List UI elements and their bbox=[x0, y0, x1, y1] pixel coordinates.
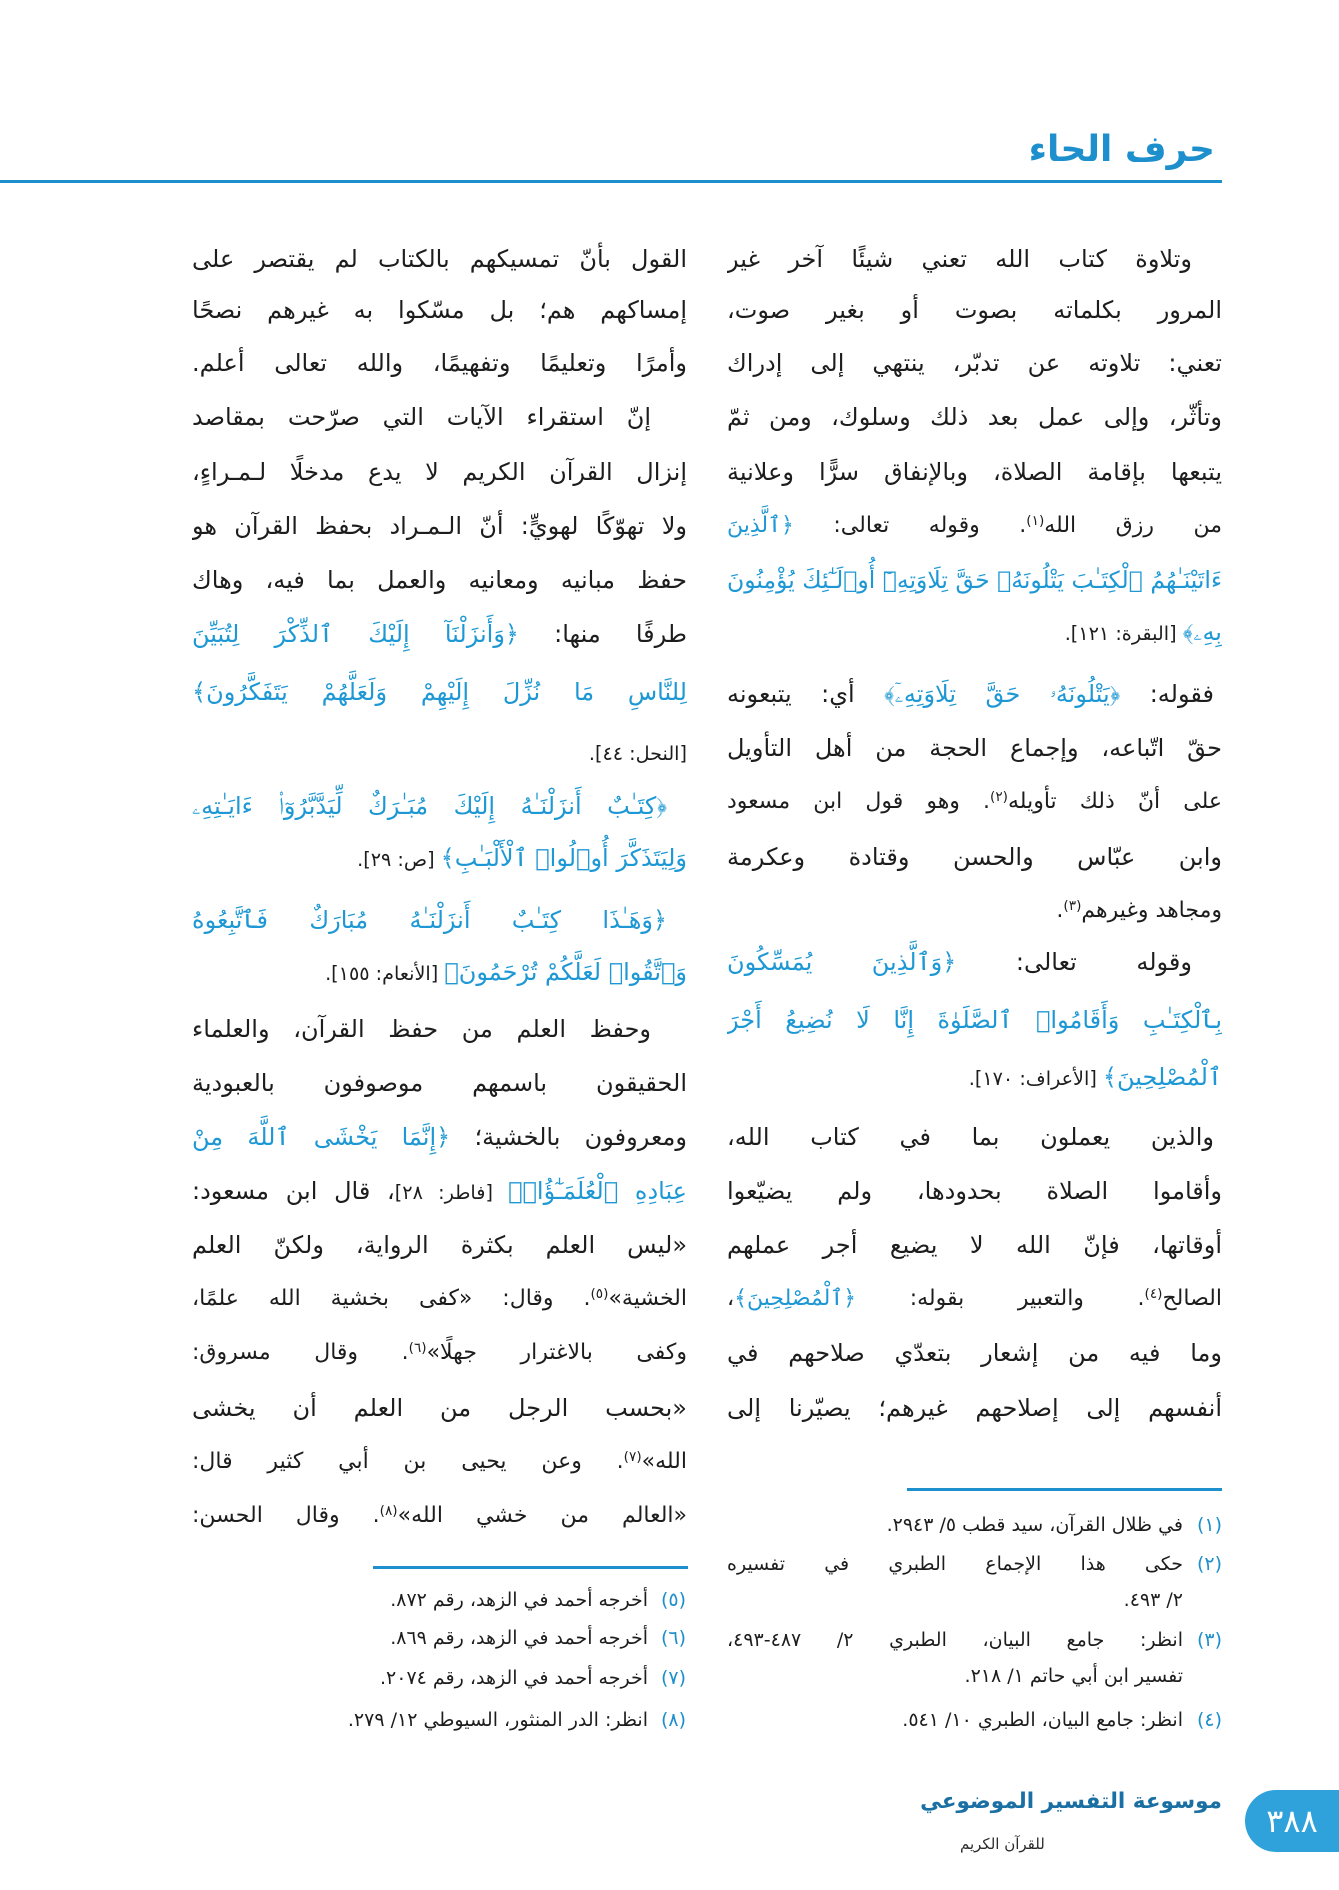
footnote-number: (٣) bbox=[1196, 1629, 1222, 1651]
logo-subtitle: للقرآن الكريم bbox=[960, 1835, 1045, 1853]
body-text: إنزال القرآن الكريم لا يدع مدخلًا لـمـراءٍ، bbox=[192, 458, 687, 486]
header-rule bbox=[0, 180, 1222, 183]
body-text: يتبعها بإقامة الصلاة، وبالإنفاق سرًّا وعلانية bbox=[727, 458, 1222, 486]
left-column-line bbox=[192, 1220, 687, 1270]
left-column-line bbox=[192, 1112, 687, 1162]
right-column-line bbox=[727, 1274, 1222, 1324]
left-column-line bbox=[192, 1058, 687, 1108]
left-column-line bbox=[192, 727, 687, 777]
footnote-ref: (٥) bbox=[590, 1285, 609, 1302]
body-text: حفظ مبانيه ومعانيه والعمل بما فيه، وهاك bbox=[192, 566, 687, 594]
body-text: . وقوله تعالى: bbox=[793, 513, 1027, 538]
right-column-line bbox=[727, 1052, 1222, 1102]
left-column-line bbox=[192, 833, 687, 883]
body-text: . وهو قول ابن مسعود bbox=[727, 789, 991, 814]
body-text: إنّ استقراء الآيات التي صرّحت بمقاصد bbox=[192, 403, 651, 431]
verse-citation: [فاطر: ٢٨] bbox=[394, 1181, 509, 1204]
section-title: حرف الحاء bbox=[1028, 129, 1215, 170]
body-text: وقوله تعالى: bbox=[956, 948, 1192, 976]
verse-citation: [النحل: ٤٤]. bbox=[588, 742, 687, 765]
page-number: ٣٨٨ bbox=[1245, 1790, 1339, 1852]
left-column-line bbox=[192, 1004, 687, 1054]
left-column-line bbox=[192, 1491, 687, 1541]
body-text: الله» bbox=[641, 1449, 687, 1474]
body-text: ومجاهد وغيرهم bbox=[1081, 898, 1222, 923]
encyclopedia-logo bbox=[920, 1774, 1222, 1872]
body-text: أنفسهم إلى إصلاحهم غيرهم؛ يصيّرنا إلى bbox=[727, 1394, 1222, 1422]
left-column-line bbox=[192, 555, 687, 605]
body-text: المرور بكلماته بصوت أو بغير صوت، bbox=[727, 296, 1222, 324]
left-column-line bbox=[192, 1166, 687, 1216]
body-text: . وعن يحيى بن أبي كثير قال: bbox=[192, 1449, 624, 1474]
footnote-ref: (٤) bbox=[1144, 1285, 1163, 1302]
left-column-line bbox=[192, 447, 687, 497]
right-column-line bbox=[727, 1112, 1222, 1162]
footnote-text: أخرجه أحمد في الزهد، رقم ٨٧٢. bbox=[390, 1589, 648, 1611]
body-text: . وقال: «كفى بخشية الله علمًا، bbox=[192, 1286, 591, 1311]
body-text: وأمرًا وتعليمًا وتفهيمًا، والله تعالى أعلم. bbox=[192, 349, 687, 377]
quran-verse: ﴿يَتْلُونَهُۥ حَقَّ تِلَاوَتِهِۦٓ﴾ bbox=[884, 680, 1121, 708]
right-column-line bbox=[727, 1220, 1222, 1270]
body-text: وتلاوة كتاب الله تعني شيئًا آخر غير bbox=[727, 245, 1192, 273]
right-column-line bbox=[727, 886, 1222, 936]
footnote-number: (٤) bbox=[1196, 1709, 1222, 1731]
body-text: الصالح bbox=[1162, 1286, 1222, 1311]
quran-verse: ﴿كِتَـٰبٌ أَنزَلْنَـٰهُ إِلَيْكَ مُبَـٰرَكٌ لِّيَدَّبَّرُوٓا۟ ءَايَـٰتِهِۦ bbox=[192, 792, 667, 820]
left-column-line bbox=[192, 667, 687, 717]
left-column-line bbox=[192, 947, 687, 997]
left-column-line bbox=[192, 1274, 687, 1324]
right-footnote-separator bbox=[907, 1488, 1222, 1491]
left-column-line bbox=[192, 392, 687, 442]
footnote-ref: (٢) bbox=[990, 788, 1008, 805]
right-column-line bbox=[727, 777, 1222, 827]
footnote-number: (٦) bbox=[660, 1627, 686, 1649]
quran-verse: ﴿ٱلْمُصْلِحِينَ﴾ bbox=[734, 1286, 857, 1311]
body-text: «ليس العلم بكثرة الرواية، ولكنّ العلم bbox=[192, 1231, 687, 1259]
right-column-line bbox=[727, 338, 1222, 388]
footnote-ref: (٧) bbox=[623, 1448, 642, 1465]
quran-verse: وَٱتَّقُوا۟ لَعَلَّكُمْ تُرْحَمُونَ﴾ bbox=[444, 958, 687, 986]
body-text: «العالم من خشي الله» bbox=[397, 1503, 687, 1528]
right-column-line bbox=[727, 723, 1222, 773]
footnote-ref: (١) bbox=[1026, 512, 1045, 529]
left-column-line bbox=[192, 1383, 687, 1433]
body-text: الحقيقون باسمهم موصوفون بالعبودية bbox=[192, 1069, 687, 1097]
left-column-line bbox=[192, 609, 687, 659]
footnote-number: (٢) bbox=[1196, 1553, 1222, 1575]
right-column-line bbox=[727, 937, 1222, 987]
left-column-line bbox=[192, 234, 687, 284]
right-column-line bbox=[727, 234, 1222, 284]
left-column-line bbox=[192, 1437, 687, 1487]
body-text: على أنّ ذلك تأويله bbox=[1008, 789, 1222, 814]
left-column-line bbox=[192, 781, 687, 831]
body-text: فقوله: bbox=[1120, 680, 1215, 708]
left-column-line bbox=[192, 501, 687, 551]
body-text: . وقال مسروق: bbox=[192, 1340, 409, 1365]
footnote-number: (٧) bbox=[660, 1667, 686, 1689]
body-text: . وقال الحسن: bbox=[192, 1503, 380, 1528]
right-column-line bbox=[727, 447, 1222, 497]
footnote-text: أخرجه أحمد في الزهد، رقم ٨٦٩. bbox=[390, 1627, 648, 1649]
right-column-line bbox=[727, 832, 1222, 882]
right-column-line bbox=[727, 995, 1222, 1045]
footnote-text: حكى هذا الإجماع الطبري في تفسيره bbox=[727, 1553, 1183, 1575]
body-text: ، قال ابن مسعود: bbox=[192, 1177, 395, 1205]
footnote-number: (١) bbox=[1196, 1514, 1222, 1536]
body-text: وكفى بالاغترار جهلًا» bbox=[426, 1340, 687, 1365]
footnote-ref: (٣) bbox=[1063, 897, 1082, 914]
footnote-text: انظر: الدر المنثور، السيوطي ١٢/ ٢٧٩. bbox=[347, 1709, 648, 1731]
right-column-line bbox=[727, 501, 1222, 551]
body-text: . والتعبير بقوله: bbox=[856, 1286, 1145, 1311]
body-text: ولا تهوّكًا لهويٍّ: أنّ الـمـراد بحفظ القرآن هو bbox=[192, 512, 687, 540]
footnote-text: ٢/ ٤٩٣. bbox=[1123, 1589, 1183, 1611]
footnote-text: أخرجه أحمد في الزهد، رقم ٢٠٧٤. bbox=[380, 1667, 648, 1689]
quran-verse: بِهِۦ﴾ bbox=[1182, 618, 1222, 646]
logo-title: موسوعة التفسير الموضوعي bbox=[920, 1789, 1222, 1814]
footnote-ref: (٦) bbox=[408, 1339, 427, 1356]
body-text: حقّ اتّباعه، وإجماع الحجة من أهل التأويل bbox=[727, 734, 1222, 762]
body-text: وحفظ العلم من حفظ القرآن، والعلماء bbox=[192, 1015, 651, 1043]
quran-verse: ءَاتَيْنَـٰهُمُ ٱلْكِتَـٰبَ يَتْلُونَهُۥ حَقَّ تِلَاوَتِهِۦٓ أُو۟لَـٰٓئِكَ يُؤْمِنُونَ bbox=[727, 566, 1222, 594]
verse-citation: [الأعراف: ١٧٠]. bbox=[968, 1067, 1103, 1090]
quran-verse: ﴿إِنَّمَا يَخْشَى ٱللَّهَ مِنْ bbox=[192, 1123, 451, 1151]
body-text: والذين يعملون بما في كتاب الله، bbox=[727, 1123, 1214, 1151]
body-text: القول بأنّ تمسيكهم بالكتاب لم يقتصر على bbox=[192, 245, 687, 273]
verse-citation: [الأنعام: ١٥٥]. bbox=[325, 962, 445, 985]
left-column-line bbox=[192, 1328, 687, 1378]
right-column-line bbox=[727, 607, 1222, 657]
right-column-line bbox=[727, 555, 1222, 605]
left-footnote-separator bbox=[373, 1566, 688, 1569]
quran-verse: ﴿وَهَـٰذَا كِتَـٰبٌ أَنزَلْنَـٰهُ مُبَارَكٌ فَٱتَّبِعُوهُ bbox=[192, 906, 667, 934]
body-text: وما فيه من إشعار بتعدّي صلاحهم في bbox=[727, 1339, 1222, 1367]
right-column-line bbox=[727, 669, 1222, 719]
quran-verse: عِبَادِهِ ٱلْعُلَمَـٰٓؤُا۟﴾ bbox=[508, 1177, 687, 1205]
quran-verse: ﴿وَٱلَّذِينَ يُمَسِّكُونَ bbox=[727, 948, 957, 976]
footnote-text: انظر: جامع البيان، الطبري ١٠/ ٥٤١. bbox=[902, 1709, 1183, 1731]
footnote-number: (٨) bbox=[660, 1709, 686, 1731]
body-text: أوقاتها، فإنّ الله لا يضيع أجر عملهم bbox=[727, 1231, 1222, 1259]
body-text: أي: يتبعونه bbox=[727, 680, 885, 708]
left-column-line bbox=[192, 338, 687, 388]
body-text: وابن عبّاس والحسن وقتادة وعكرمة bbox=[727, 843, 1222, 871]
quran-verse: بِٱلْكِتَـٰبِ وَأَقَامُوا۟ ٱلصَّلَوٰةَ إِنَّا لَا نُضِيعُ أَجْرَ bbox=[727, 1006, 1222, 1034]
body-text: وتأثّر، وإلى عمل بعد ذلك وسلوك، ومن ثمّ bbox=[727, 403, 1222, 431]
right-column-line bbox=[727, 392, 1222, 442]
quran-verse: لِلنَّاسِ مَا نُزِّلَ إِلَيْهِمْ وَلَعَلَّهُمْ يَتَفَكَّرُونَ﴾ bbox=[192, 678, 687, 706]
quran-verse: ﴿ٱلَّذِينَ bbox=[727, 513, 794, 538]
right-column-line bbox=[727, 1328, 1222, 1378]
body-text: «بحسب الرجل من العلم أن يخشى bbox=[192, 1394, 687, 1422]
footnote-text: في ظلال القرآن، سيد قطب ٥/ ٢٩٤٣. bbox=[886, 1514, 1183, 1536]
footnote-text: انظر: جامع البيان، الطبري ٢/ ٤٨٧-٤٩٣، bbox=[727, 1629, 1183, 1651]
verse-citation: [ص: ٢٩]. bbox=[357, 848, 441, 871]
body-text: من رزق الله bbox=[1044, 513, 1222, 538]
right-column-line bbox=[727, 285, 1222, 335]
footnote-text: تفسير ابن أبي حاتم ١/ ٢١٨. bbox=[964, 1665, 1183, 1687]
footnote-ref: (٨) bbox=[379, 1502, 398, 1519]
body-text: ومعروفون بالخشية؛ bbox=[450, 1123, 687, 1151]
body-text: ، bbox=[727, 1286, 735, 1311]
body-text: وأقاموا الصلاة بحدودها، ولم يضيّعوا bbox=[727, 1177, 1222, 1205]
left-column-line bbox=[192, 895, 687, 945]
right-column-line bbox=[727, 1383, 1222, 1433]
body-text: تعني: تلاوته عن تدبّر، ينتهي إلى إدراك bbox=[727, 349, 1222, 377]
verse-citation: [البقرة: ١٢١]. bbox=[1064, 622, 1183, 645]
quran-verse: ﴿وَأَنزَلْنَآ إِلَيْكَ ٱلذِّكْرَ لِتُبَيِّنَ bbox=[192, 620, 519, 648]
quran-verse: ٱلْمُصْلِحِينَ﴾ bbox=[1102, 1063, 1222, 1091]
right-column-line bbox=[727, 1166, 1222, 1216]
body-text: الخشية» bbox=[608, 1286, 687, 1311]
quran-verse: وَلِيَتَذَكَّرَ أُو۟لُوا۟ ٱلْأَلْبَـٰبِ﴾ bbox=[440, 844, 687, 872]
body-text: . bbox=[1056, 898, 1064, 923]
body-text: إمساكهم هم؛ بل مسّكوا به غيرهم نصحًا bbox=[192, 296, 687, 324]
left-column-line bbox=[192, 285, 687, 335]
body-text: طرفًا منها: bbox=[518, 620, 687, 648]
footnote-number: (٥) bbox=[660, 1589, 686, 1611]
